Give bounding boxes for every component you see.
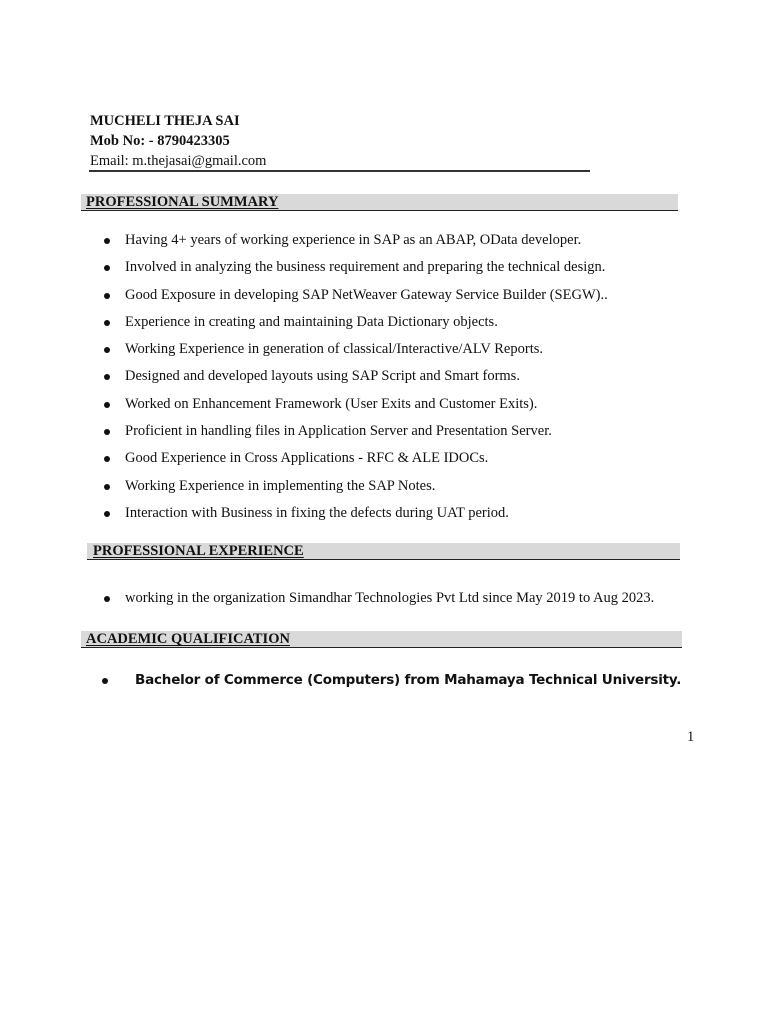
bullet-icon [104, 320, 110, 326]
list-item-text: Involved in analyzing the business requirement and preparing the technical design. [125, 259, 606, 276]
list-item [104, 445, 608, 472]
bullet-icon [104, 265, 110, 271]
list-item [104, 585, 654, 612]
section-heading-professional-experience [87, 543, 680, 560]
professional-summary-list [104, 227, 608, 527]
section-heading-text: ACADEMIC QUALIFICATION [86, 631, 290, 647]
bullet-icon [104, 429, 110, 435]
bullet-icon [104, 347, 110, 353]
bullet-icon [104, 293, 110, 299]
list-item [104, 336, 608, 363]
candidate-name: MUCHELI THEJA SAI [90, 113, 240, 129]
list-item [104, 418, 608, 445]
list-item [102, 670, 681, 690]
contact-header [90, 111, 590, 171]
email-address: Email: m.thejasai@gmail.com [90, 153, 267, 169]
mobile-number: Mob No: - 8790423305 [90, 133, 230, 149]
bullet-icon [104, 596, 110, 602]
bullet-icon [104, 484, 110, 490]
list-item [104, 473, 608, 500]
bullet-icon [104, 456, 110, 462]
list-item [104, 500, 608, 527]
list-item-text: Experience in creating and maintaining Data Dictionary objects. [125, 313, 498, 330]
list-item-text: Working Experience in generation of classical/Interactive/ALV Reports. [125, 341, 543, 358]
list-item [104, 282, 608, 309]
section-heading-professional-summary [81, 194, 678, 211]
bullet-icon [104, 511, 110, 517]
section-heading-text: PROFESSIONAL SUMMARY [86, 194, 279, 210]
list-item-text: Bachelor of Commerce (Computers) from Mahamaya Technical University. [135, 672, 682, 688]
header-divider [89, 170, 590, 172]
list-item [104, 309, 608, 336]
bullet-icon [104, 374, 110, 380]
list-item-text: working in the organization Simandhar Technologies Pvt Ltd since May 2019 to Aug 2023. [125, 590, 655, 606]
bullet-icon [104, 402, 110, 408]
bullet-icon [104, 238, 110, 244]
list-item-text: Worked on Enhancement Framework (User Exits and Customer Exits). [125, 395, 538, 412]
professional-experience-list [104, 585, 654, 612]
bullet-icon [102, 678, 108, 684]
list-item-text: Having 4+ years of working experience in SAP as an ABAP, OData developer. [125, 232, 582, 248]
page-number: 1 [687, 729, 695, 745]
list-item-text: Interaction with Business in fixing the defects during UAT period. [125, 504, 509, 521]
list-item-text: Proficient in handling files in Application Server and Presentation Server. [125, 423, 552, 440]
list-item [104, 391, 608, 418]
list-item-text: Good Experience in Cross Applications - RFC & ALE IDOCs. [125, 450, 489, 467]
list-item [104, 227, 608, 254]
list-item-text: Working Experience in implementing the SAP Notes. [125, 477, 436, 494]
list-item-text: Good Exposure in developing SAP NetWeaver Gateway Service Builder (SEGW).. [125, 286, 608, 303]
section-heading-academic-qualification [81, 631, 682, 648]
section-heading-text: PROFESSIONAL EXPERIENCE [93, 543, 304, 559]
list-item-text: Designed and developed layouts using SAP Script and Smart forms. [125, 368, 520, 385]
list-item [104, 254, 608, 281]
list-item [104, 363, 608, 390]
